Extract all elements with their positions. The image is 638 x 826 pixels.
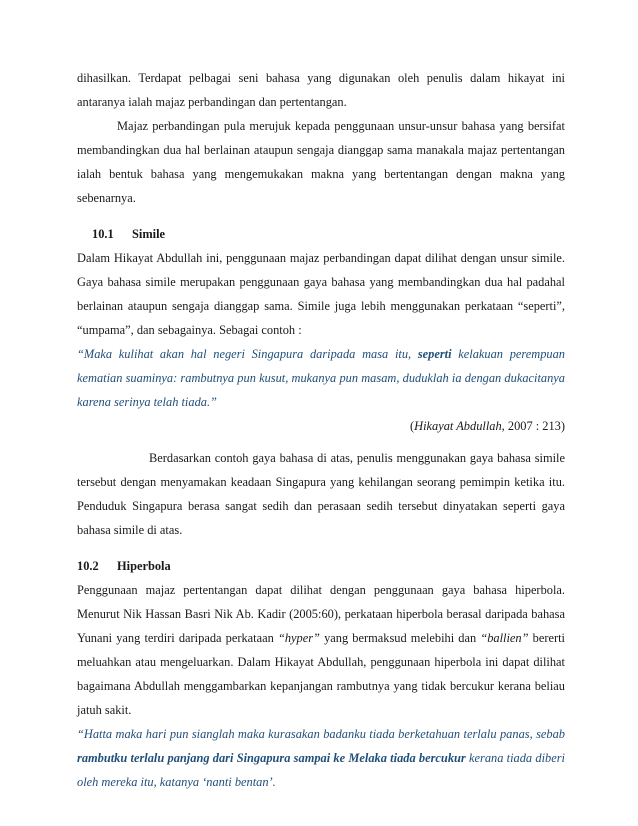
citation: (Hikayat Abdullah, 2007 : 213) (410, 419, 565, 433)
section-number: 10.1 (92, 227, 114, 241)
section-heading-hiperbola (77, 554, 565, 578)
section-heading-simile (77, 222, 565, 246)
quote-emphasis: seperti (417, 347, 452, 361)
term-hyper: “hyper” (277, 631, 320, 645)
simile-quote: “Maka kulihat akan hal negeri Singapura daripada masa itu, seperti kelakuan perempuan kematian suaminya: rambutnya pun kusut, mukanya pun masam, duduklah ia dengan dukacitanya karena serinya telah tiada.” (77, 347, 565, 409)
section-title: Hiperbola (117, 559, 171, 573)
intro-paragraph-end: dihasilkan. Terdapat pelbagai seni bahasa yang digunakan oleh penulis dalam hikayat ini antaranya ialah majaz perbandingan dan pertentangan. (77, 71, 565, 109)
simile-paragraph: Dalam Hikayat Abdullah ini, penggunaan majaz perbandingan dapat dilihat dengan unsur simile. Gaya bahasa simile merupakan penggunaan gaya bahasa yang membandingkan dua hal padahal berlainan ataupun sengaja dianggap sama. Simile juga lebih menggunakan perkataan “seperti”, “umpama”, dan sebagainya. Sebagai contoh : (77, 251, 565, 337)
hiperbola-paragraph: Penggunaan majaz pertentangan dapat dilihat dengan penggunaan gaya bahasa hiperbola. Menurut Nik Hassan Basri Nik Ab. Kadir (2005:60), perkataan hiperbola berasal daripada bahasa Yunani yang terdiri daripada perkataan “hyper” yang bermaksud melebihi dan “ballien” bererti meluahkan atau mengeluarkan. Dalam Hikayat Abdullah, penggunaan hiperbola ini dapat dilihat bagaimana Abdullah menggambarkan kepanjangan rambutnya yang tidak bercukur kerana beliau jatuh sakit. (77, 583, 565, 717)
term-ballien: “ballien” (480, 631, 529, 645)
hiperbola-quote: “Hatta maka hari pun sianglah maka kurasakan badanku tiada berketahuan terlalu panas, sebab rambutku terlalu panjang dari Singapura sampai ke Melaka tiada bercukur kerana tiada diberi oleh mereka itu, katanya ‘nanti bentan’. (77, 727, 565, 789)
citation-title: Hikayat Abdullah (414, 419, 502, 433)
quote-emphasis: rambutku terlalu panjang dari Singapura sampai ke Melaka tiada bercukur (77, 751, 466, 765)
simile-analysis-paragraph: Berdasarkan contoh gaya bahasa di atas, penulis menggunakan gaya bahasa simile tersebut dengan menyamakan keadaan Singapura yang kehilangan seorang pemimpin ketika itu. Penduduk Singapura berasa sangat sedih dan perasaan sedih tersebut dinyatakan seperti gaya bahasa simile di atas. (77, 451, 565, 537)
document-page (77, 66, 565, 794)
majaz-definition-paragraph: Majaz perbandingan pula merujuk kepada penggunaan unsur-unsur bahasa yang bersifat membandingkan dua hal berlainan ataupun sengaja dianggap sama manakala majaz pertentangan ialah bentuk bahasa yang mengemukakan makna yang bertentangan dengan makna yang sebenarnya. (77, 119, 565, 205)
section-title: Simile (132, 227, 166, 241)
section-number: 10.2 (77, 559, 99, 573)
